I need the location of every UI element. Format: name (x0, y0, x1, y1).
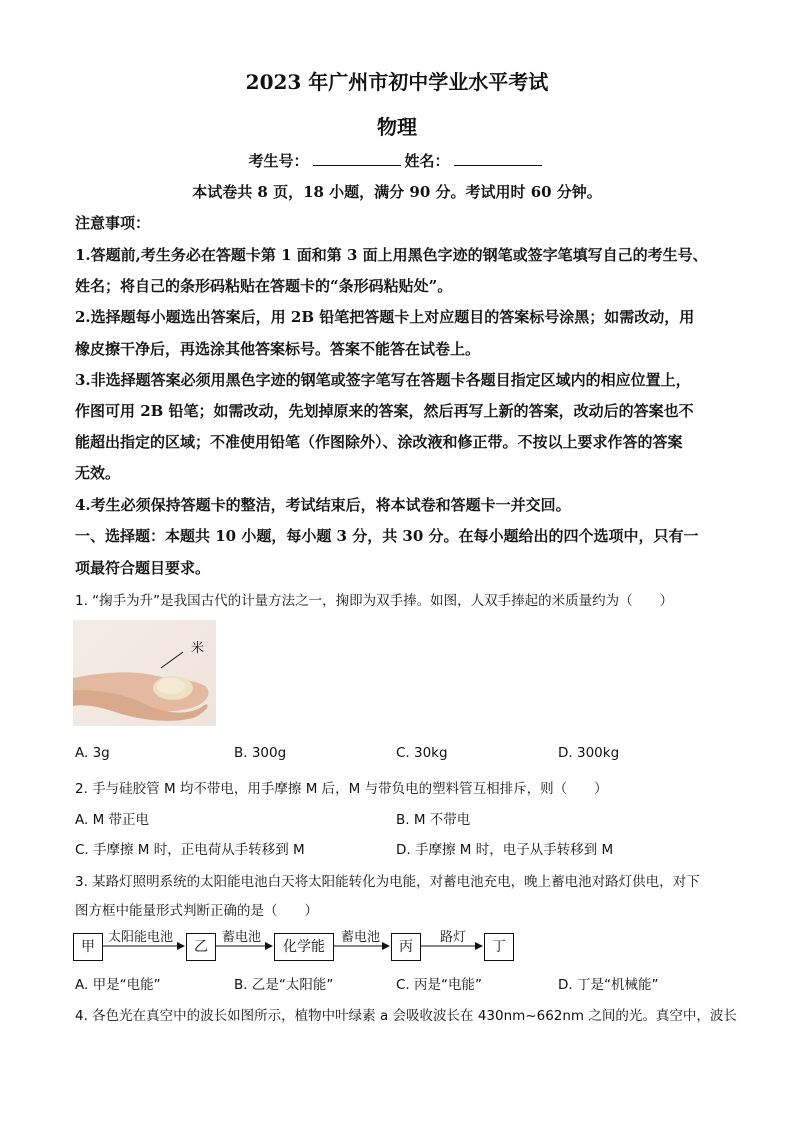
q2-stem: 2. 手与硅胶管 M 均不带电，用手摩擦 M 后，M 与带负电的塑料管互相排斥，则（ ） (75, 781, 608, 797)
diagram-box-ding: 丁 (484, 933, 514, 961)
q2-option-b[interactable]: B. M 不带电 (396, 812, 471, 828)
note-2-line-2: 橡皮擦干净后，再选涂其他答案标号。答案不能答在试卷上。 (75, 340, 481, 358)
note-3-line-2: 作图可用 2B 铅笔；如需改动，先划掉原来的答案，然后再写上新的答案，改动后的答案也不 (75, 402, 694, 420)
arrow-label-street-lamp: 路灯 (440, 930, 467, 945)
diagram-box-jia: 甲 (73, 933, 103, 961)
exam-subject: 物理 (377, 115, 417, 139)
exam-info: 本试卷共 8 页，18 小题，满分 90 分。考试用时 60 分钟。 (192, 183, 602, 201)
diagram-box-bing: 丙 (391, 933, 421, 961)
name-label: 姓名： (404, 152, 450, 170)
q3-stem-line-2: 图方框中能量形式判断正确的是（ ） (75, 903, 318, 919)
arrow-label-battery-1: 蓄电池 (222, 930, 262, 945)
q1-option-d[interactable]: D. 300kg (558, 745, 620, 761)
q1-option-c[interactable]: C. 30kg (396, 745, 448, 761)
q3-option-a[interactable]: A. 甲是“电能” (75, 977, 161, 993)
section-1-line-1: 一、选择题：本题共 10 小题，每小题 3 分，共 30 分。在每小题给出的四个选项中，只有一 (75, 527, 699, 545)
q2-option-d[interactable]: D. 手摩擦 M 时，电子从手转移到 M (396, 842, 614, 858)
q4-stem: 4. 各色光在真空中的波长如图所示，植物中叶绿素 a 会吸收波长在 430nm~662nm 之间的光。真空中，波长 (75, 1008, 737, 1024)
note-3-line-4: 无效。 (75, 464, 121, 482)
exam-title: 2023 年广州市初中学业水平考试 (245, 70, 549, 94)
q2-option-a[interactable]: A. M 带正电 (75, 812, 150, 828)
q1-option-b[interactable]: B. 300g (234, 745, 287, 761)
note-3-line-3: 能超出指定的区域；不准使用铅笔（作图除外）、涂改液和修正带。不按以上要求作答的答案 (75, 433, 683, 451)
arrow-label-battery-2: 蓄电池 (341, 930, 381, 945)
q2-option-c[interactable]: C. 手摩擦 M 时，正电荷从手转移到 M (75, 842, 305, 858)
notes-heading: 注意事项： (75, 214, 151, 232)
note-3-line-1: 3.非选择题答案必须用黑色字迹的钢笔或签字笔写在答题卡各题目指定区域内的相应位置上， (75, 371, 691, 389)
q1-stem: 1. “掬手为升”是我国古代的计量方法之一，掬即为双手捧。如图，人双手捧起的米质量约为（ ） (75, 593, 674, 609)
q3-option-b[interactable]: B. 乙是“太阳能” (234, 977, 334, 993)
section-1-line-2: 项最符合题目要求。 (75, 559, 211, 577)
q1-image-label-rice: 米 (191, 641, 205, 656)
q1-option-a[interactable]: A. 3g (75, 745, 110, 761)
diagram-box-yi: 乙 (186, 933, 216, 961)
q3-stem-line-1: 3. 某路灯照明系统的太阳能电池白天将太阳能转化为电能，对蓄电池充电，晚上蓄电池对路灯供电，对下 (75, 874, 700, 890)
candidate-no-label: 考生号： (248, 152, 309, 170)
diagram-box-chemical-energy: 化学能 (274, 933, 334, 961)
note-2-line-1: 2.选择题每小题选出答案后，用 2B 铅笔把答题卡上对应题目的答案标号涂黑；如需改动，用 (75, 308, 695, 326)
note-1-line-2: 姓名；将自己的条形码粘贴在答题卡的“条形码粘贴处”。 (75, 277, 453, 295)
note-4: 4.考生必须保持答题卡的整洁，考试结束后，将本试卷和答题卡一并交回。 (75, 496, 571, 514)
arrow-label-solar-cell: 太阳能电池 (108, 930, 174, 945)
q3-option-d[interactable]: D. 丁是“机械能” (558, 977, 659, 993)
note-1-line-1: 1.答题前,考生务必在答题卡第 1 面和第 3 面上用黑色字迹的钢笔或签字笔填写自己的考生号、 (75, 246, 708, 264)
q3-option-c[interactable]: C. 丙是“电能” (396, 977, 482, 993)
